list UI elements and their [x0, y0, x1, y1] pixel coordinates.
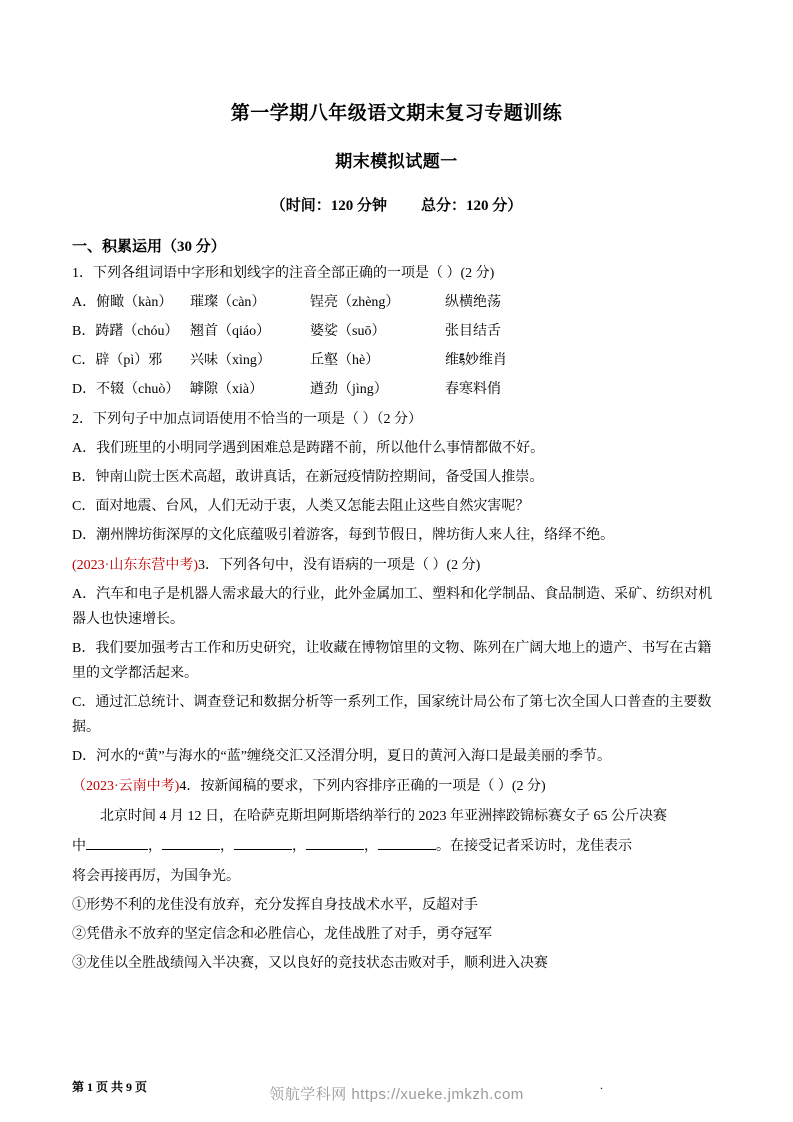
- question-2-stem: 2．下列句子中加点词语使用不恰当的一项是（ ）（2 分）: [72, 412, 422, 427]
- question-4-passage-line-2: 中 ， ， ， ， 。在接受记者采访时，龙佳表示: [72, 839, 632, 854]
- question-3-option-d: D．河水的“黄”与海水的“蓝”缠绕交汇又泾渭分明，夏日的黄河入海口是最美丽的季节。: [72, 749, 611, 764]
- question-3-option-a: A．汽车和电子是机器人需求最大的行业，此外金属加工、塑料和化学制品、食品制造、采矿、纺织对机器人也快速增长。: [72, 587, 713, 627]
- question-4-item-3: ③龙佳以全胜战绩闯入半决赛，又以良好的竞技状态击败对手，顺利进入决赛: [72, 956, 548, 971]
- question-2-option-a: A．我们班里的小明同学遇到困难总是踌躇不前，所以他什么事情都做不好。: [72, 441, 545, 456]
- question-3-source-tag: (2023·山东东营中考): [72, 558, 198, 573]
- option-text: 维཈妙维肖: [445, 353, 507, 368]
- option-text: 遒劲（jìng）: [310, 382, 388, 397]
- exam-meta: [72, 194, 721, 215]
- option-text: 婆娑（suō）: [310, 324, 386, 339]
- question-4-stem-text: 4．按新闻稿的要求，下列内容排序正确的一项是（ ）(2 分): [179, 779, 546, 794]
- question-4-item-2: ②凭借永不放弃的坚定信念和必胜信心，龙佳战胜了对手，勇夺冠军: [72, 927, 492, 942]
- passage-text: 中: [72, 839, 86, 854]
- option-text: 辟（pì）邪: [95, 353, 163, 368]
- option-text: 春寒料俏: [445, 382, 501, 397]
- option-text: 璀璨（càn）: [190, 295, 266, 310]
- question-3-option-c: C．通过汇总统计、调查登记和数据分析等一系列工作，国家统计局公布了第七次全国人口普查的主要数据。: [72, 695, 712, 735]
- option-text: 不辍（chuò）: [96, 382, 180, 397]
- option-label: C．: [72, 353, 96, 368]
- option-text: 罅隙（xià）: [190, 382, 264, 397]
- answer-blank[interactable]: [306, 849, 364, 850]
- answer-blank[interactable]: [378, 849, 436, 850]
- watermark: 领航学科网 https://xueke.jmkzh.com: [269, 1086, 524, 1103]
- passage-text: 。在接受记者采访时，龙佳表示: [436, 839, 632, 854]
- option-label: D．: [72, 382, 97, 397]
- option-text: 锃亮（zhèng）: [310, 295, 400, 310]
- option-text: 张目结舌: [445, 324, 501, 339]
- exam-time: （时间：120 分钟: [270, 198, 387, 214]
- section-heading-1: 一、积累运用（30 分）: [72, 239, 226, 255]
- question-4-passage-line-3: 将会再接再厉，为国争光。: [72, 869, 240, 884]
- question-2-option-c: C．面对地震、台风，人们无动于衷，人类又怎能去阻止这些自然灾害呢？: [72, 499, 530, 514]
- question-3-stem-text: 3．下列各句中，没有语病的一项是（ ）(2 分): [198, 558, 481, 573]
- footer-dot: .: [600, 1078, 603, 1092]
- page-number: 第 1 页 共 9 页: [72, 1080, 148, 1094]
- question-4-source-tag: （2023·云南中考): [72, 779, 180, 794]
- option-label: A．: [72, 295, 97, 310]
- question-4-passage-line-1: 北京时间 4 月 12 日，在哈萨克斯坦阿斯塔纳举行的 2023 年亚洲摔跤锦标赛女子 65 公斤决赛: [100, 809, 667, 824]
- question-3-stem: [72, 553, 721, 578]
- option-text: 翘首（qiáo）: [190, 324, 271, 339]
- exam-score: 总分：120 分）: [421, 198, 523, 214]
- option-text: 兴味（xìng）: [190, 353, 271, 368]
- question-4-item-1: ①形势不利的龙佳没有放弃，充分发挥自身技战术水平，反超对手: [72, 898, 478, 913]
- option-text: 踌躇（chóu）: [95, 324, 179, 339]
- option-label: B．: [72, 324, 96, 339]
- option-text: 纵横绝荡: [445, 295, 501, 310]
- question-2-option-b: B．钟南山院士医术高超，敢讲真话，在新冠疫情防控期间，备受国人推崇。: [72, 470, 544, 485]
- question-2-option-d: D．潮州牌坊街深厚的文化底蕴吸引着游客，每到节假日，牌坊街人来人往，络绎不绝。: [72, 528, 615, 543]
- page-subtitle: 期末模拟试题一: [335, 152, 458, 171]
- question-3-option-b: B．我们要加强考古工作和历史研究，让收藏在博物馆里的文物、陈列在广阔大地上的遗产、书写在古籍里的文学都活起来。: [72, 641, 712, 681]
- answer-blank[interactable]: [86, 849, 148, 850]
- question-4-stem: [72, 774, 721, 799]
- question-1-stem: 1．下列各组词语中字形和划线字的注音全部正确的一项是（ ）(2 分): [72, 266, 495, 281]
- question-1-option-row: [72, 290, 721, 315]
- answer-blank[interactable]: [162, 849, 220, 850]
- question-1-option-row: [72, 319, 721, 344]
- question-1-option-row: [72, 348, 721, 373]
- option-text: 丘壑（hè）: [310, 353, 380, 368]
- option-text: 俯瞰（kàn）: [96, 295, 173, 310]
- question-1-option-row: [72, 377, 721, 402]
- page-title: 第一学期八年级语文期末复习专题训练: [230, 103, 563, 124]
- answer-blank[interactable]: [234, 849, 292, 850]
